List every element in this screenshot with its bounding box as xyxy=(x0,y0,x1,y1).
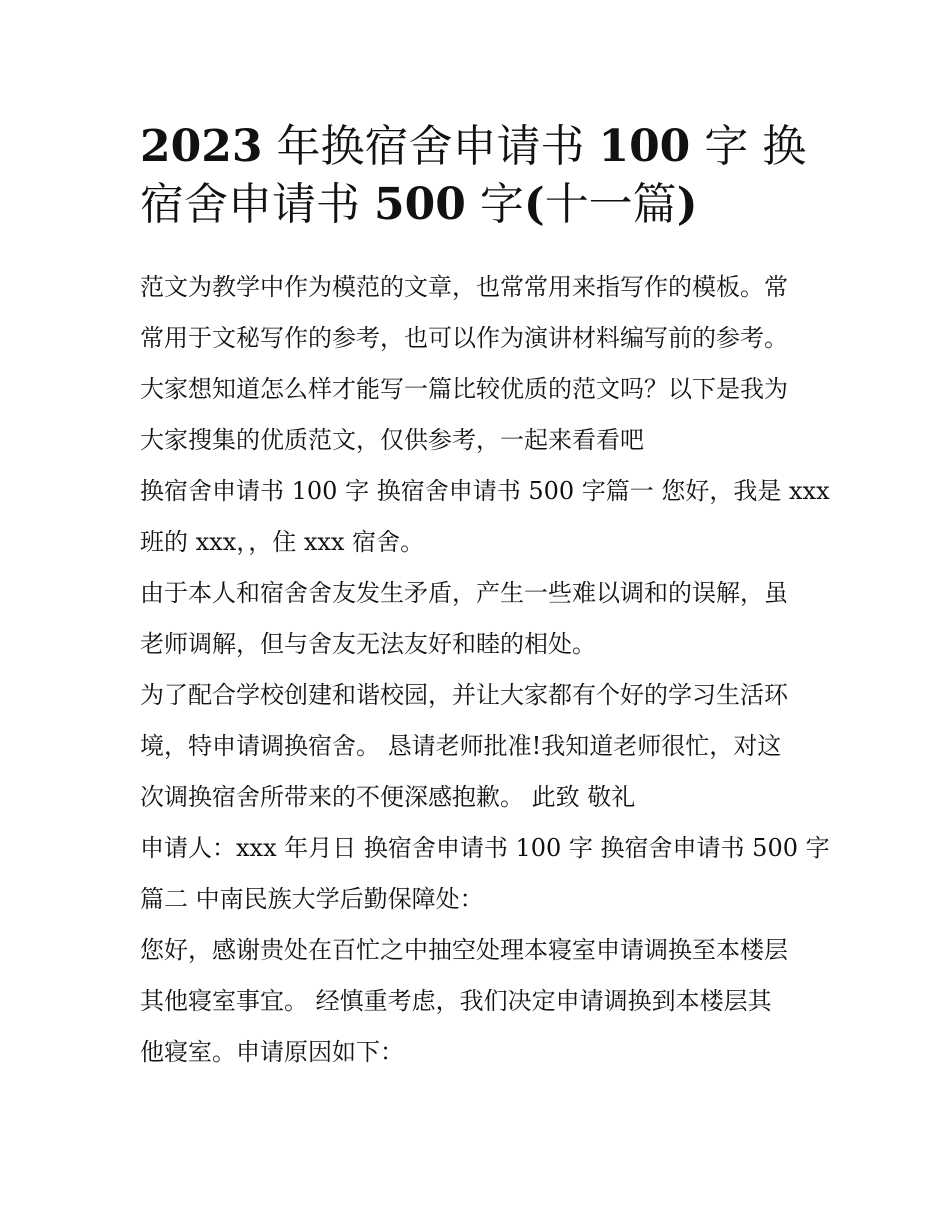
text-line: 次调换宿舍所带来的不便深感抱歉。 此致 敬礼 xyxy=(140,783,636,811)
text-line: 范文为教学中作为模范的文章，也常常用来指写作的模板。常 xyxy=(140,273,788,301)
title-segment: 100 xyxy=(598,121,691,172)
paragraph-article-2-body xyxy=(140,925,812,1078)
text-line: 大家想知道怎么样才能写一篇比较优质的范文吗？以下是我为 xyxy=(140,375,788,403)
document-body xyxy=(140,262,830,1078)
paragraph-article-1-request xyxy=(140,670,812,823)
text-line: 班的 xxx，，住 xxx 宿舍。 xyxy=(140,528,425,556)
title-segment: ( xyxy=(523,179,545,230)
title-segment: 宿舍申请书 xyxy=(140,179,374,230)
text-line: 您好，感谢贵处在百忙之中抽空处理本寝室申请调换至本楼层 xyxy=(140,936,788,964)
text-line: 申请人：xxx 年月日 换宿舍申请书 100 字 换宿舍申请书 500 字 xyxy=(140,834,830,862)
title-segment: 500 xyxy=(374,179,466,230)
document-page xyxy=(140,118,830,1078)
text-line: 为了配合学校创建和谐校园，并让大家都有个好的学习生活环 xyxy=(140,681,788,709)
title-line-2 xyxy=(140,176,812,234)
text-line: 大家搜集的优质范文，仅供参考，一起来看看吧 xyxy=(140,426,644,454)
text-line: 老师调解，但与舍友无法友好和睦的相处。 xyxy=(140,630,596,658)
text-line: 常用于文秘写作的参考，也可以作为演讲材料编写前的参考。 xyxy=(140,324,788,352)
paragraph-article-1-reason xyxy=(140,568,812,670)
paragraph-intro xyxy=(140,262,812,466)
title-line-1 xyxy=(140,118,812,176)
text-line: 他寝室。申请原因如下： xyxy=(140,1038,404,1066)
title-segment: 年换宿舍申请书 xyxy=(262,121,599,172)
title-segment: 2023 xyxy=(140,121,263,172)
title-segment: 十一篇 xyxy=(544,179,677,230)
paragraph-signature xyxy=(140,823,830,925)
text-line: 篇二 中南民族大学后勤保障处： xyxy=(140,885,484,913)
document-title xyxy=(140,118,812,234)
text-line: 换宿舍申请书 100 字 换宿舍申请书 500 字篇一 您好，我是 xxx xyxy=(140,477,830,505)
text-line: 其他寝室事宜。 经慎重考虑，我们决定申请调换到本楼层其 xyxy=(140,987,772,1015)
title-segment: 字 换 xyxy=(690,121,807,172)
text-line: 由于本人和宿舍舍友发生矛盾，产生一些难以调和的误解，虽 xyxy=(140,579,788,607)
text-line: 境，特申请调换宿舍。 恳请老师批准!我知道老师很忙，对这 xyxy=(140,732,782,760)
title-segment: 字 xyxy=(465,179,524,230)
title-segment: ) xyxy=(676,179,698,230)
paragraph-article-1-greeting xyxy=(140,466,830,568)
